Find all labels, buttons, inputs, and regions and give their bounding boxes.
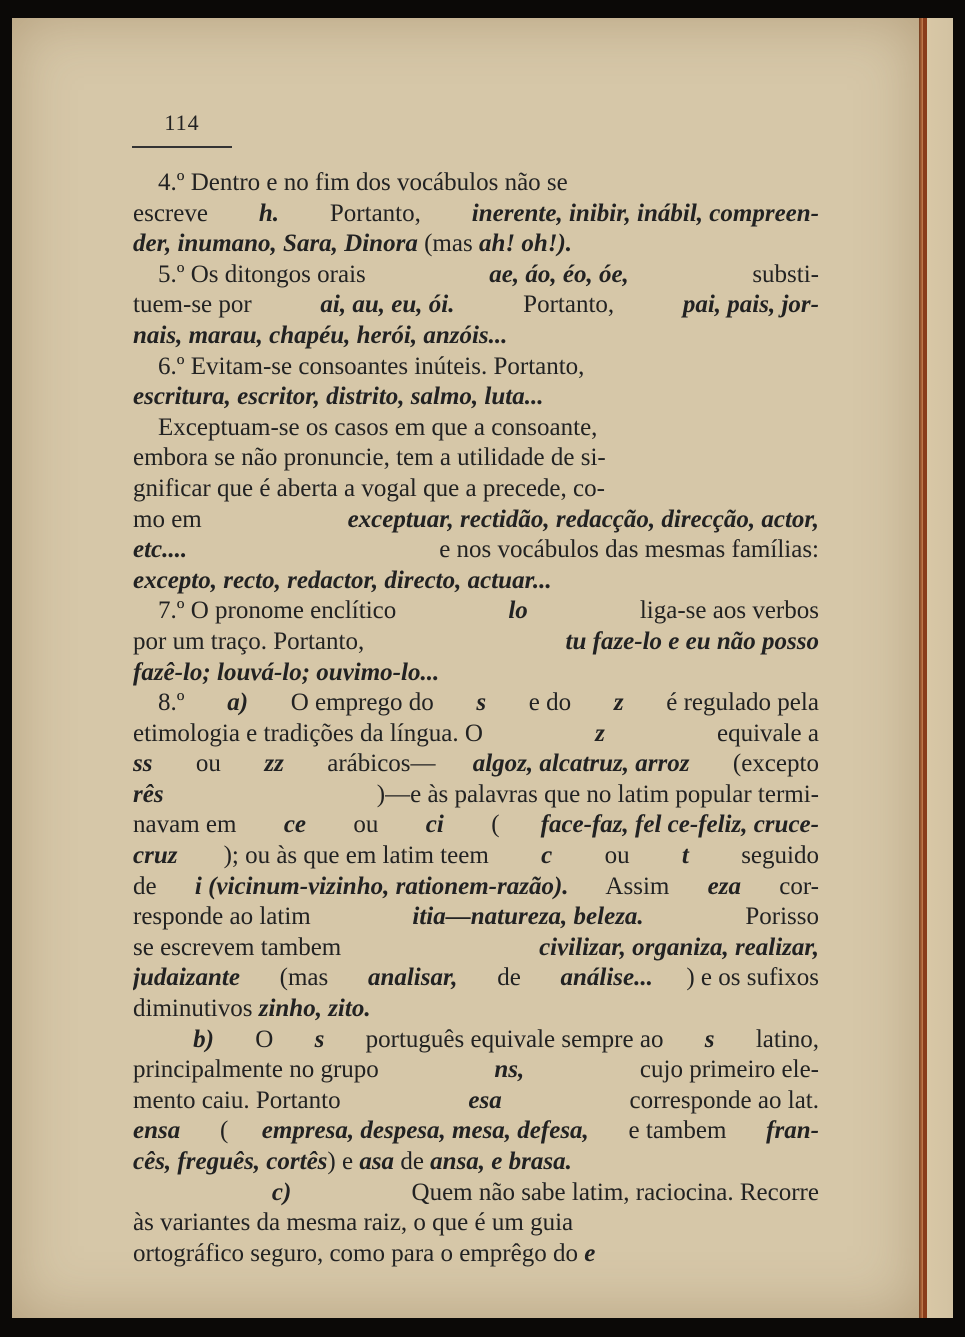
italic-text: exceptuar, rectidão, redacção, direcção, actor, [347, 505, 819, 533]
text-run: cor- [772, 872, 819, 900]
italic-text: zz [264, 750, 284, 778]
italic-text: zinho, zito. [258, 995, 371, 1023]
text-run: O emprego do [284, 689, 440, 717]
text-run: ou [598, 842, 636, 870]
italic-text: empresa, despesa, mesa, defesa, [261, 1117, 589, 1145]
page-body-text [133, 168, 819, 1269]
text-run: liga-se aos verbos [633, 597, 819, 625]
text-run: de [394, 1148, 431, 1175]
text-run: ); ou às que em latim teem [223, 842, 496, 870]
text-run: Quem não sabe latim, raciocina. Recorre [405, 1178, 819, 1206]
text-run: gnificar que é aberta a vogal que a precede, co- [133, 474, 605, 502]
italic-text: escritura, escritor, distrito, salmo, luta... [133, 383, 544, 411]
text-run: seguido [734, 842, 819, 870]
text-run: ortográfico seguro, como para o emprêgo do [133, 1239, 585, 1267]
text-line [133, 810, 819, 841]
text-run: responde ao latim [133, 903, 317, 931]
text-run: embora se não pronuncie, tem a utilidade de si- [133, 444, 606, 472]
italic-text: s [704, 1025, 715, 1053]
italic-text: ae, áo, éo, óe, [489, 260, 629, 288]
italic-text: h. [258, 199, 279, 227]
text-line [133, 413, 819, 444]
text-run: e nos vocábulos das mesmas famílias: [432, 536, 819, 564]
text-line [133, 1147, 819, 1178]
italic-text: pai, pais, jor- [682, 291, 819, 319]
text-run: e tambem [622, 1117, 733, 1145]
text-run: principalmente no grupo [133, 1056, 386, 1084]
text-run: 5.º Os ditongos orais [133, 260, 373, 288]
text-run: equivale a [710, 719, 819, 747]
text-run: mo em [133, 505, 208, 533]
text-run: 4.º Dentro e no fim dos vocábulos não se [133, 169, 568, 196]
italic-text: b) [193, 1025, 214, 1053]
text-run: navam em [133, 811, 243, 839]
text-run: e do [522, 689, 578, 717]
italic-text: ce [283, 811, 307, 839]
text-run: Assim [600, 872, 676, 900]
text-run: substi- [746, 260, 819, 288]
text-run: latino, [749, 1025, 819, 1053]
italic-text: fran- [766, 1117, 819, 1145]
italic-text: nais, marau, chapéu, herói, anzóis... [133, 321, 508, 349]
text-run: (mas [273, 964, 335, 992]
italic-text: a) [227, 689, 249, 717]
text-run: de [133, 872, 163, 900]
italic-text: civilizar, organiza, realizar, [539, 933, 819, 961]
text-line [133, 780, 819, 811]
text-run [133, 1025, 158, 1056]
text-line [133, 658, 819, 689]
text-run: Portanto, [323, 199, 428, 227]
text-line [133, 168, 819, 199]
italic-text: ss [133, 750, 153, 778]
text-run: arábicos— [321, 750, 436, 778]
text-line [133, 627, 819, 658]
text-line [133, 994, 819, 1025]
page-number-rule [132, 146, 232, 148]
italic-text: ensa [133, 1117, 181, 1145]
book-spine [923, 18, 927, 1318]
text-run: Portanto, [516, 291, 621, 319]
text-line [133, 1086, 819, 1117]
italic-text: judaizante [133, 964, 240, 992]
text-run: tuem-se por [133, 291, 258, 319]
text-run: corresponde ao lat. [623, 1086, 819, 1114]
text-line [133, 535, 819, 566]
text-line [133, 474, 819, 505]
text-run: Porisso [739, 903, 819, 931]
italic-text: cruz [133, 842, 178, 870]
text-run: por um traço. Portanto, [133, 627, 371, 655]
text-run: (mas [417, 230, 479, 258]
italic-text: face-faz, fel ce-feliz, cruce- [540, 811, 819, 839]
italic-text: z [595, 719, 605, 747]
italic-text: inerente, inibir, inábil, compreen- [471, 199, 819, 227]
text-run: às variantes da mesma raiz, o que é um guia [133, 1209, 574, 1237]
text-line [133, 1025, 819, 1056]
italic-text: rês [133, 780, 164, 808]
text-line [133, 1208, 819, 1239]
italic-text: der, inumano, Sara, Dinora [133, 230, 418, 258]
italic-text: ci [425, 811, 444, 839]
italic-text: algoz, alcatruz, arroz [472, 750, 690, 778]
text-run: (excepto [726, 750, 819, 778]
text-run: 8.º [133, 689, 191, 717]
italic-text: s [476, 689, 487, 717]
text-run [133, 1178, 158, 1209]
italic-text: fazê-lo; louvá-lo; ouvimo-lo... [133, 658, 440, 686]
text-line [133, 260, 819, 291]
text-run: ou [189, 750, 228, 778]
italic-text: cês, freguês, cortês [133, 1148, 328, 1175]
text-run: ) e os sufixos [686, 964, 819, 992]
text-run: 7.º O pronome enclítico [133, 597, 403, 625]
text-line [133, 321, 819, 352]
text-run: ) e [327, 1148, 360, 1175]
italic-text: excepto, recto, redactor, directo, actuar... [133, 566, 552, 594]
text-run: é regulado pela [659, 689, 819, 717]
text-run: O [248, 1025, 280, 1053]
page-number: 114 [164, 110, 200, 135]
text-run: diminutivos [133, 995, 259, 1023]
italic-text: análise... [560, 964, 653, 992]
italic-text: analisar, [367, 964, 458, 992]
text-run: se escrevem tambem [133, 933, 348, 961]
italic-text: ns, [494, 1056, 525, 1084]
italic-text: i (vicinum-vizinho, rationem-razão). [194, 872, 569, 900]
text-run: cujo primeiro ele- [633, 1056, 819, 1084]
text-line [133, 719, 819, 750]
italic-text: z [613, 689, 624, 717]
italic-text: lo [508, 597, 528, 625]
text-run: português equivale sempre ao [359, 1025, 670, 1053]
text-line [133, 933, 819, 964]
text-line [133, 596, 819, 627]
text-line [133, 382, 819, 413]
text-line [133, 841, 819, 872]
italic-text: c) [271, 1178, 292, 1206]
italic-text: etc.... [133, 536, 188, 564]
text-line [133, 749, 819, 780]
italic-text: ansa, e brasa. [430, 1148, 572, 1175]
text-run: ou [347, 811, 385, 839]
text-run: Exceptuam-se os casos em que a consoante, [133, 413, 598, 441]
text-run: escreve [133, 199, 215, 227]
text-line [133, 963, 819, 994]
text-line [133, 872, 819, 903]
text-line [133, 505, 819, 536]
text-run: ( [484, 811, 500, 839]
text-line [133, 566, 819, 597]
italic-text: s [314, 1025, 325, 1053]
text-line [133, 352, 819, 383]
text-line [133, 1055, 819, 1086]
text-run: ( [213, 1117, 229, 1145]
italic-text: tu faze-lo e eu não posso [565, 627, 819, 655]
italic-text: asa [359, 1148, 395, 1175]
text-run: )—e às palavras que no latim popular termi- [376, 780, 819, 808]
text-run: de [490, 964, 528, 992]
text-line [133, 902, 819, 933]
text-line [133, 1178, 819, 1209]
italic-text: eza [707, 872, 741, 900]
text-line [133, 229, 819, 260]
text-run: 6.º Evitam-se consoantes inúteis. Portanto, [133, 352, 585, 380]
text-run: etimologia e tradições da língua. O [133, 719, 490, 747]
text-run: mento caiu. Portanto [133, 1086, 347, 1114]
text-line [133, 688, 819, 719]
italic-text: ah! oh!). [478, 230, 573, 258]
text-line [133, 443, 819, 474]
text-line [133, 1239, 819, 1270]
italic-text: itia—natureza, beleza. [412, 903, 644, 931]
text-line [133, 1116, 819, 1147]
italic-text: ai, au, eu, ói. [320, 291, 455, 319]
italic-text: esa [468, 1086, 502, 1114]
italic-text: c [541, 842, 553, 870]
italic-text: e [584, 1239, 596, 1267]
text-line [133, 290, 819, 321]
italic-text: t [681, 842, 689, 870]
text-line [133, 199, 819, 230]
